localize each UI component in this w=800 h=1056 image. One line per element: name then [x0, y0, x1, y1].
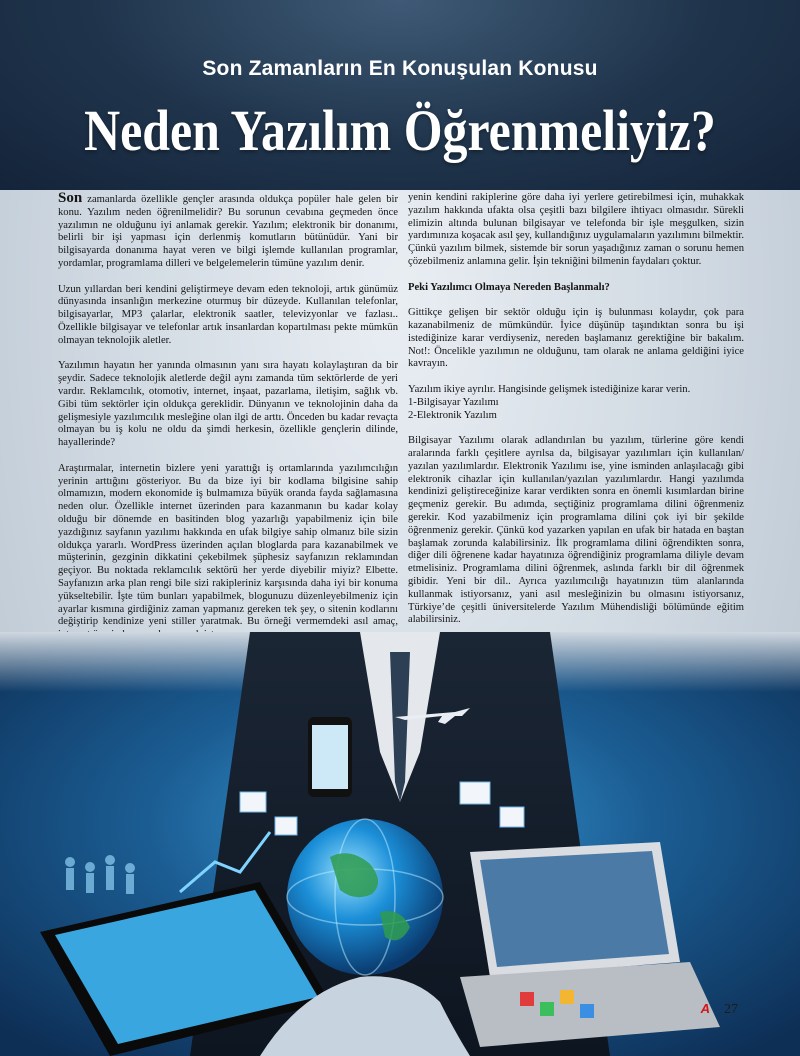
page-number: 27 — [724, 1002, 738, 1017]
paragraph-8: Bilgisayar Yazılımı olarak adlandırılan bu yazılım, türlerine göre kendi aralarında farklı çeşitlere ayrılsa da, bilgisayar yazılımları için kullanılan/ yazılan yazılımlardır. Elektronik Yazılımı ise, yine isminden anlaşılacağı gibi elektronik cihazlar için kullanılan/yazılan yazılımlardır. Hangi yazılımda kendinizi geliştireceğinize karar verdikten sonra en önemli kısımlardan birine geçmeniz gerekir. Bu adımda, seçtiğiniz programlama dilini öğrenmeniz gerekir. Kod yazabilmeniz için programlama dilini çok iyi bir şekilde öğrenmeniz gerekir. Çünkü kod yazarken yapılan en ufak bir hatada en baştan başlamak zorunda kalabilirsiniz. İlk programlama dilini öğrendikten sonra, diğer dili öğrenene kadar hayatınıza öğrendiğiniz programlama diliyle devam etmelisiniz. Programlama dilini öğrenmek, aslında farklı bir dil öğrenmek gibidir. Yeni bir dil.. Ayrıca yazılımcılığı hayatınızın tüm alanlarında kullanmak istiyorsanız, yani asıl mesleğinizin bu olmasını istiyorsanız, Türkiye’de çeşitli üniversitelerde Yazılım Mühendisliği bölümünde eğitim alabilirsiniz. — [408, 435, 744, 626]
section-heading: Peki Yazılımcı Olmaya Nereden Başlanmalı? — [408, 281, 610, 293]
paragraph-4: Araştırmalar, internetin bizlere yeni yarattığı iş ortamlarında yazılımcılığın yerinin arttığını gösteriyor. Bu da bize iyi bir kodlama bilgisine sahip olmamızın, modern ekonomide iş bulmamıza büyük oranda fayda sağlamasına neden olur. Özellikle internet üzerinden para kazanmanın bu kadar kolay olduğu bir dönemde en basitinden blog yazarlığı yapabilmeniz için bile yazdığınız sayfanın yazılımı hakkında en ufak bilgiye sahip olmanız bile sizin oldukça yararlı. WordPress üzerinden açılan bloglarda para kazanabilmek ve müşterinin, gezginin dikkatini çekebilmek şüphesiz sayfanızın reklamından geçiyor. Bu noktada reklamcılık sektörü her yerde diyebilir miyiz? Elbette. Sayfanızın arka plan rengi bile sizi rakipleriniz karşısında daha iyi bir konuma yükseltebilir. İşte tüm bunları yapabilmek, blogunuzu düzenleyebilmeniz için ayarlar kısmına girdiğiniz zaman yapmanız gereken tek şey, o sitenin kodlarını değiştirip kendinize yeni stiller yaratmak. Bu örneği vermemdeki asıl amaç, — [58, 462, 398, 628]
paragraph-6: Gittikçe gelişen bir sektör olduğu için iş bulunması kolaydır, çok para kazanabilmeniz de mümkündür. İyice düşünüp taşındıktan sonra bu işi istediğinize karar verdiyseniz, nereden başlamanız gerektiğine bir bakalım. Not!: Öncelikle yazılımın ne olduğunu, tam olarak ne anlama geldiğini iyice kavrayın. — [408, 307, 744, 370]
globe-icon — [287, 819, 443, 975]
list-item-2: 2-Elektronik Yazılım — [408, 409, 497, 421]
left-column — [58, 192, 398, 655]
dropcap: Son — [58, 190, 83, 206]
list-item-1: 1-Bilgisayar Yazılımı — [408, 396, 499, 408]
article-title: Neden Yazılım Öğrenmeliyiz? — [84, 98, 716, 163]
article-subtitle: Son Zamanların En Konuşulan Konusu — [202, 57, 598, 80]
right-column — [408, 192, 744, 640]
paragraph-1-text: zamanlarda özellikle gençler arasında oldukça popüler hale gelen bir konu. Yazılım neden öğrenilmelidir? Bu sorunun cevabına geçmeden önce yazılımın ne olduğunu iyi anlamak gerekir. Yazılım; elektronik bir donanımı, belirli bir işi yapması için derlenmiş komutların bütünüdür. Yani bir bilgisayarda donanıma hayat veren ve bilgi işlemde kullanılan programlar, yordamlar, programlama dilleri ve belgelemelerin tümüne yazılım denir. — [58, 194, 398, 269]
paragraph-1 — [58, 192, 398, 271]
header-banner — [0, 0, 800, 190]
magazine-logo: A — [700, 1001, 710, 1016]
paragraph-3: Yazılımın hayatın her yanında olmasının yanı sıra hayatı kolaylaştıran da bir şeydir. Sadece teknolojik aletlerde değil aynı zamanda tüm sektörlerde de yeri vardır. Reklamcılık, otomotiv, internet, inşaat, pazarlama, iletişim, sağlık vb. Gibi tüm sektörler için oldukça gereklidir. Dünyanın ve teknolojinin daha da gelişmesiyle yazılımcılık mesleğine olan ilgi de arttı. Önceden bu kadar revaçta olmayan bu iş kolu ne oldu da şimdi herkesin, özellikle gençlerin dilinde, hayallerinde? — [58, 360, 398, 449]
technology-illustration — [0, 632, 800, 1056]
smartphone-device — [308, 717, 352, 797]
paragraph-5: yenin kendini rakiplerine göre daha iyi yerlere getirebilmesi için, muhakkak yazılım hakkında ufakta olsa çeşitli bazı bilgilere ihtiyacı olmasıdır. Sürekli elimizin altında bulunan bilgisayar ve telefonda bir işle meşgulken, sizin yardımınıza koşacak asıl şey, kullandığınız uygulamaların yazılımını bilmektir. Çünkü yazılım bilmek, sistemde bir sorun yaşadığınız zaman o sorunu hemen çözebilmeniz anlamına gelir. İşin tekniğini bilmenin faydaları çoktur. — [408, 192, 744, 267]
paragraph-7: Yazılım ikiye ayrılır. Hangisinde gelişmek istediğinize karar verin. — [408, 383, 691, 395]
paragraph-2: Uzun yıllardan beri kendini geliştirmeye devam eden teknoloji, artık günümüz dünyasında insanlığın merkezine oturmuş bir düzeyde. Kullanılan telefonlar, bilgisayarlar, MP3 çalarlar, elektronik saatler, televizyonlar ve fazlası.. Özellikle bilgisayar ve telefonlar artık insanlardan kopartılması pekte mümkün olmayan teknolojik aletler. — [58, 283, 398, 346]
